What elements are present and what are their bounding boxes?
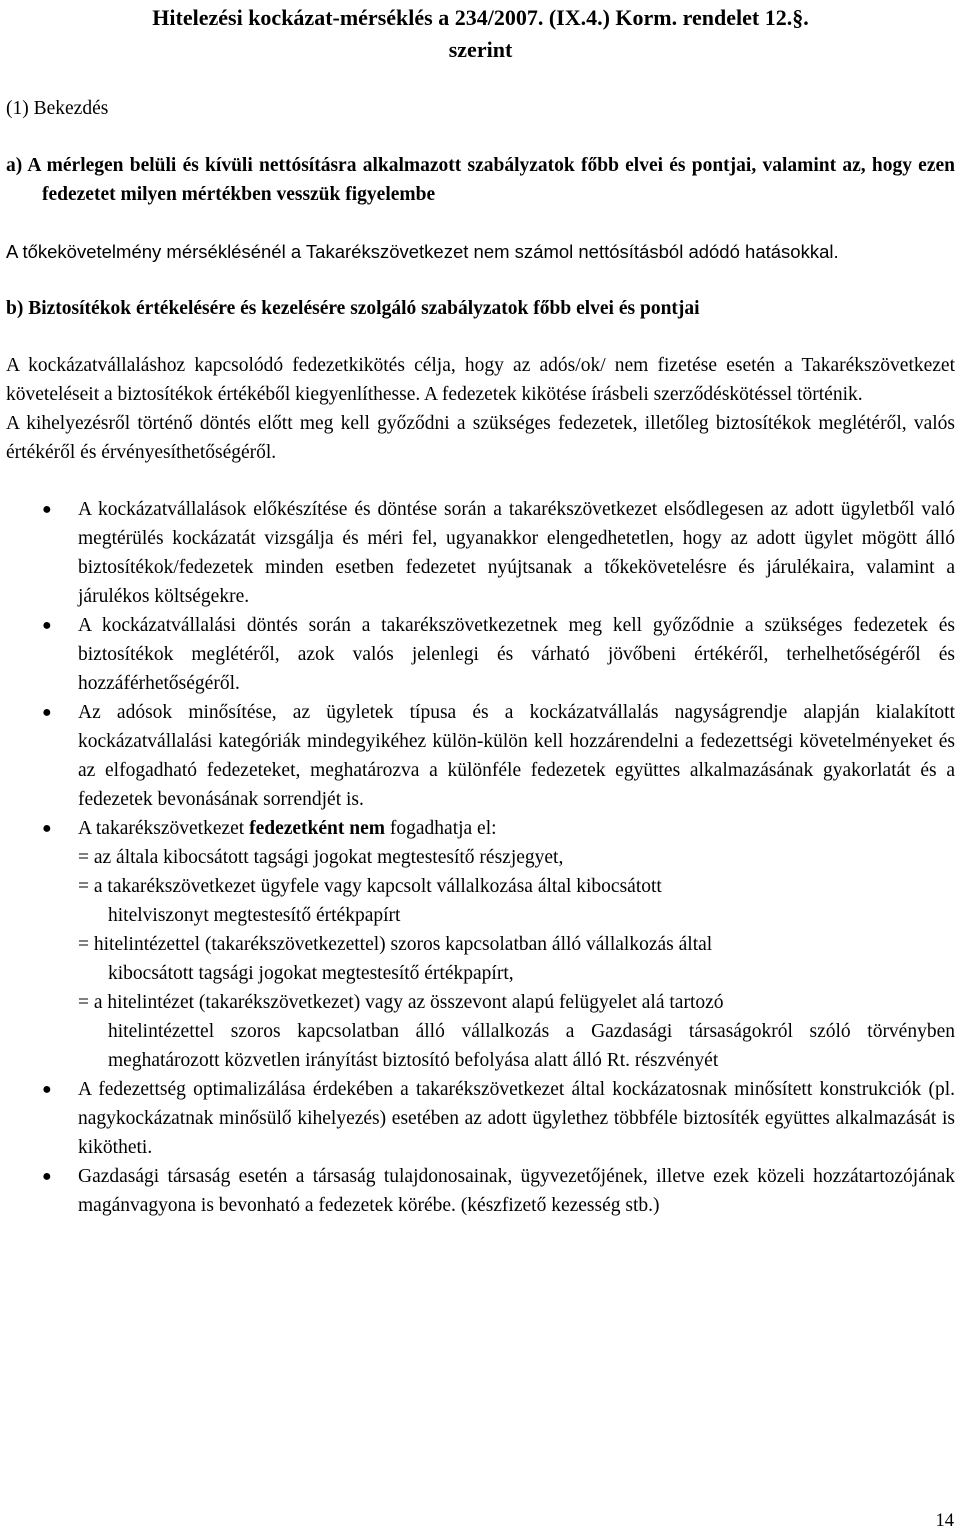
exclusion-item-4: = a hitelintézet (takarékszövetkezet) vagy az összevont alapú felügyelet alá tartozó: [78, 992, 724, 1013]
list-item-text: A fedezettség optimalizálása érdekében a takarékszövetkezet által kockázatosnak minősített konstrukciók (pl. nagykockázatnak minősülő kihelyezés) esetében az adott ügylethez többféle biztosíték együttes alkalmazását is kikötheti.: [78, 1079, 955, 1158]
title-line-1: Hitelezési kockázat-mérséklés a 234/2007. (IX.4.) Korm. rendelet 12.§.: [152, 5, 809, 30]
b4-pre: A takarékszövetkezet: [78, 818, 250, 839]
b4-bold: fedezetként nem: [249, 818, 386, 839]
bullet-dot-icon: ●: [42, 1081, 52, 1098]
section-heading: (1) Bekezdés: [6, 98, 109, 119]
exclusion-item-3-cont: kibocsátott tagsági jogokat megtestesítő értékpapírt,: [108, 963, 514, 984]
list-item: [6, 611, 955, 698]
list-item-text: Gazdasági társaság esetén a társaság tulajdonosainak, ügyvezetőjének, illetve ezek közeli hozzátartozójának magánvagyona is bevonható a fedezetek körébe. (készfizető kezesség stb.): [78, 1166, 955, 1216]
title-line-2: szerint: [448, 37, 513, 62]
page-title: [6, 2, 955, 66]
list-item-text: A kockázatvállalások előkészítése és döntése során a takarékszövetkezet elsődlegesen az adott ügyletből való megtérülés kockázatát vizsgálja és méri fel, ugyanakkor elengedhetetlen, hogy az adott ügylet mögött álló biztosítékok/fedezetek minden esetben fedezetet nyújtsanak a tőkekövetelésre és járulékaira, valamint a járulékos költségekre.: [78, 499, 955, 607]
list-item-text: A kockázatvállalási döntés során a takarékszövetkezetnek meg kell győződnie a szükséges fedezetek és biztosítékok meglétéről, azok valós jelenlegi és várható jövőbeni értékéről, terhelhetőségéről és hozzáférhetőségéről.: [78, 615, 955, 694]
list-item-text: [78, 814, 955, 843]
part-b-paragraph-2: A kihelyezésről történő döntés előtt meg kell győződni a szükséges fedezetek, illetőleg biztosítékok meglétéről, valós értékéről és érvényesíthetőségéről.: [6, 413, 955, 463]
list-item: [6, 495, 955, 611]
exclusion-item-4-cont: hitelintézettel szoros kapcsolatban álló vállalkozás a Gazdasági társaságokról szóló törvényben meghatározott közvetlen irányítást biztosító befolyása alatt álló Rt. részvényét: [108, 1021, 955, 1071]
part-b-heading: b) Biztosítékok értékelésére és kezelésére szolgáló szabályzatok főbb elvei és pontjai: [6, 298, 700, 319]
bullet-list: [6, 495, 955, 1220]
list-item: [6, 1075, 955, 1162]
part-b-paragraph-1: A kockázatvállaláshoz kapcsolódó fedezetkikötés célja, hogy az adós/ok/ nem fizetése esetén a Takarékszövetkezet követeléseit a biztosítékok értékéből kiegyenlíthesse. A fedezetek kikötése írásbeli szerződéskötéssel történik.: [6, 355, 955, 405]
exclusion-item-3: = hitelintézettel (takarékszövetkezettel) szoros kapcsolatban álló vállalkozás által: [78, 934, 713, 955]
document-content: [6, 2, 955, 1220]
list-item: [6, 1162, 955, 1220]
exclusion-item-2-cont: hitelviszonyt megtestesítő értékpapírt: [108, 905, 401, 926]
part-a-heading: a) A mérlegen belüli és kívüli nettósításra alkalmazott szabályzatok főbb elvei és pontjai, valamint az, hogy ezen fedezetet milyen mértékben vesszük figyelembe: [6, 155, 955, 205]
bullet-dot-icon: ●: [42, 1168, 52, 1185]
b4-post: fogadhatja el:: [385, 818, 497, 839]
bullet-dot-icon: ●: [42, 704, 52, 721]
exclusion-item-1: = az általa kibocsátott tagsági jogokat megtestesítő részjegyet,: [78, 847, 564, 868]
list-item: [6, 814, 955, 1075]
part-a-text: A tőkekövetelmény mérséklésénél a Takarékszövetkezet nem számol nettósításból adódó hatásokkal.: [6, 241, 839, 262]
bullet-dot-icon: ●: [42, 617, 52, 634]
bullet-dot-icon: ●: [42, 501, 52, 518]
page-number: 14: [935, 1511, 954, 1531]
bullet-dot-icon: ●: [42, 820, 52, 837]
list-item: [6, 698, 955, 814]
list-item-text: Az adósok minősítése, az ügyletek típusa és a kockázatvállalás nagyságrendje alapján kialakított kockázatvállalási kategóriák mindegyikéhez külön-külön kell hozzárendelni a fedezettségi követelményeket és az elfogadható fedezeteket, meghatározva a különféle fedezetek együttes alkalmazásának gyakorlatát és a fedezetek bevonásának sorrendjét is.: [78, 702, 955, 810]
exclusion-item-2: = a takarékszövetkezet ügyfele vagy kapcsolt vállalkozása által kibocsátott: [78, 876, 662, 897]
